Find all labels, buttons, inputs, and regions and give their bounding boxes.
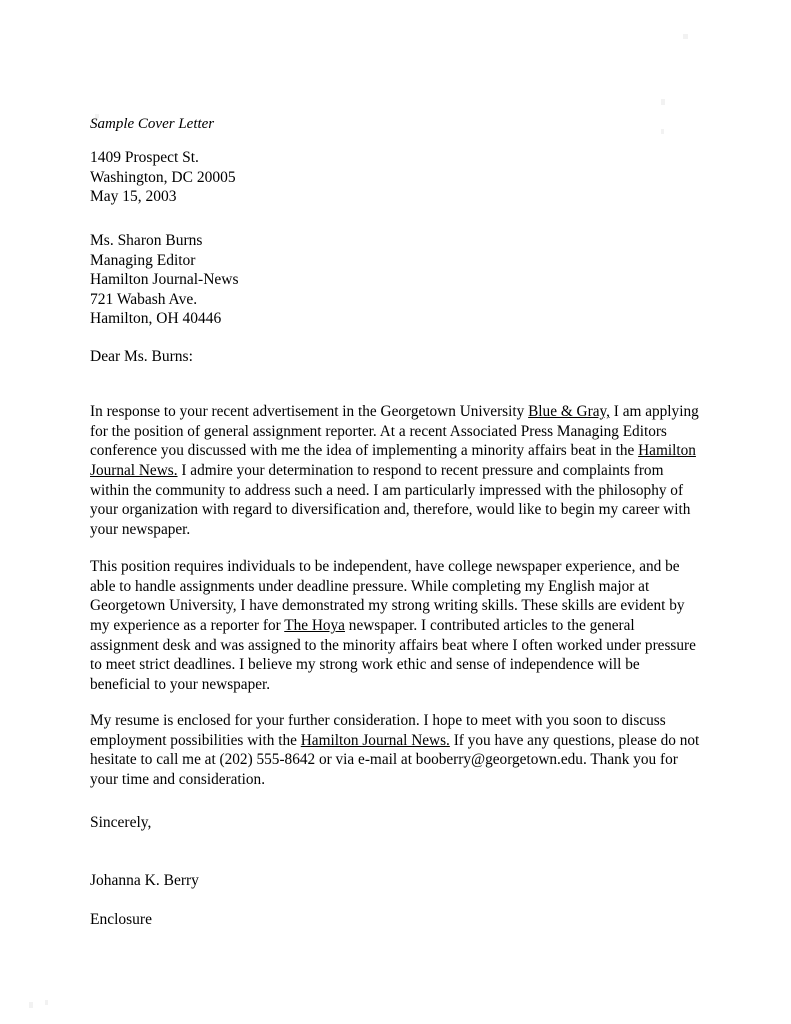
publication-the-hoya: The Hoya xyxy=(284,617,345,635)
salutation: Dear Ms. Burns: xyxy=(90,348,193,365)
paragraph-2-text-part-2: newspaper. I contributed articles to the general assignment desk and was assigned to the minority affairs beat where I often worked under pressure to meet strict deadlines. I believe my strong work ethic and sense of independence will be beneficial to your newspaper. xyxy=(90,617,696,693)
scan-artifact xyxy=(661,99,665,105)
recipient-organization: Hamilton Journal-News xyxy=(90,271,239,289)
publication-blue-and-gray: Blue & Gray, xyxy=(528,403,610,421)
paragraph-1-text-part-1: In response to your recent advertisement in the Georgetown University xyxy=(90,403,529,421)
paragraph-1-text-part-2: I am applying for the position of general assignment reporter. At a recent Associated Press Managing Editors conference you discussed with me the idea of implementing a minority affairs beat in the xyxy=(90,403,699,460)
enclosure-note: Enclosure xyxy=(90,911,152,928)
recipient-job-title: Managing Editor xyxy=(90,251,196,269)
recipient-city-state-zip: Hamilton, OH 40446 xyxy=(90,310,222,328)
recipient-address-block xyxy=(90,231,239,329)
signature-name: Johanna K. Berry xyxy=(90,872,199,889)
scan-artifact xyxy=(683,34,688,39)
sender-city-state-zip: Washington, DC 20005 xyxy=(90,168,236,186)
sender-street: 1409 Prospect St. xyxy=(90,149,199,166)
scan-artifact xyxy=(45,1000,48,1005)
recipient-name: Ms. Sharon Burns xyxy=(90,232,203,249)
body-paragraph-3 xyxy=(90,711,702,789)
letter-date: May 15, 2003 xyxy=(90,188,177,206)
scan-artifact xyxy=(661,129,664,134)
sender-address-block xyxy=(90,148,236,207)
publication-hamilton-journal-news-2: Hamilton Journal News. xyxy=(300,731,450,749)
body-paragraph-1 xyxy=(90,402,702,539)
scan-artifact xyxy=(29,1002,33,1008)
paragraph-3-text-part-1: My resume is enclosed for your further consideration. I hope to meet with you soon to discuss employment possibilities with the xyxy=(90,712,666,749)
paragraph-2-text-part-1: This position requires individuals to be independent, have college newspaper experience, and be able to handle assignments under deadline pressure. While completing my English major at Georgetown University, I have demonstrated my strong writing skills. These skills are evident by my experience as a reporter for xyxy=(90,558,685,635)
publication-hamilton-journal-news: Hamilton Journal News. xyxy=(90,442,696,480)
paragraph-3-text-part-2: If you have any questions, please do not hesitate to call me at (202) 555-8642 or via e-mail at booberry@georgetown.edu. Thank you for your time and consideration. xyxy=(90,731,700,789)
body-paragraph-2 xyxy=(90,557,702,694)
closing-salutation: Sincerely, xyxy=(90,814,152,831)
paragraph-1-text-part-3: I admire your determination to respond to recent pressure and complaints from within the community to address such a need. I am particularly impressed with the philosophy of your organization with regard to diversification and, therefore, would like to begin my career with your newspaper. xyxy=(90,462,691,538)
page-title: Sample Cover Letter xyxy=(90,116,215,132)
recipient-street: 721 Wabash Ave. xyxy=(90,290,198,308)
